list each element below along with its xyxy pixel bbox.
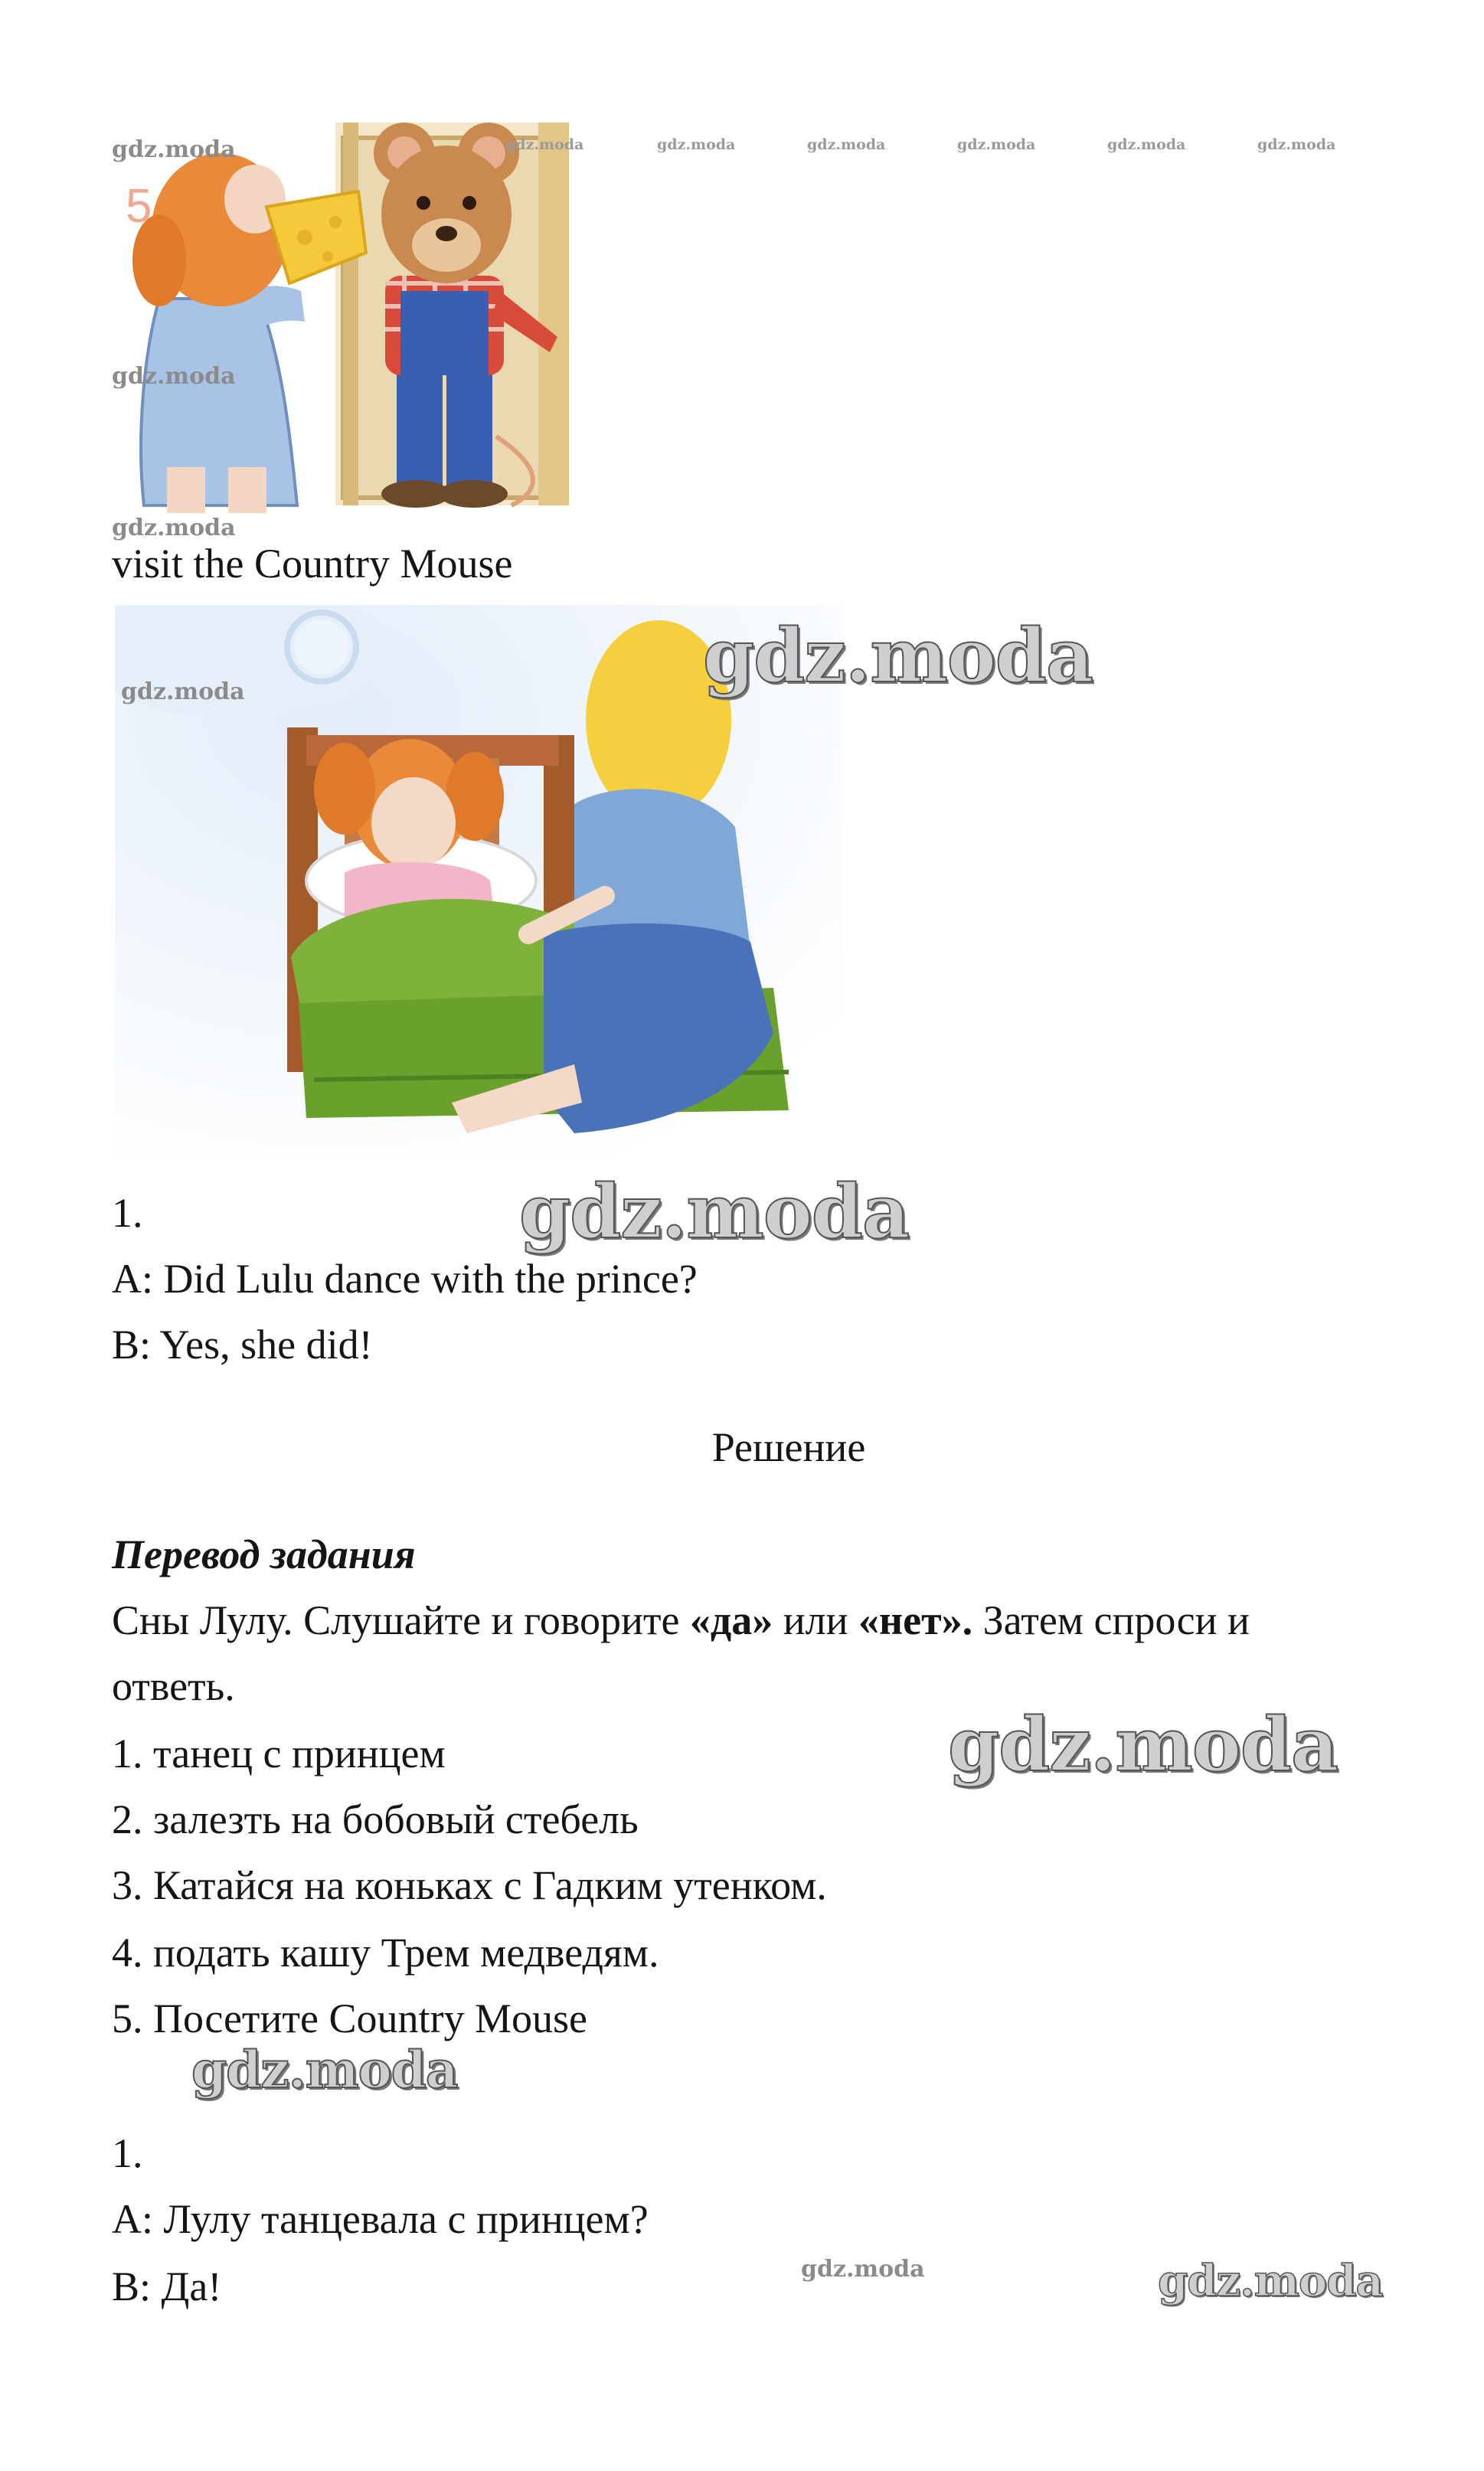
russian-dialogue-answer: B: Да! — [112, 2263, 222, 2309]
yes-word: «да» — [689, 1597, 773, 1643]
watermark-small: gdz.moda — [112, 136, 236, 163]
watermark-small: gdz.moda — [112, 515, 236, 541]
watermark-medium: gdz.moda — [191, 2040, 458, 2100]
panel-number: 5 — [126, 180, 152, 233]
watermark-tiny: gdz.moda — [1107, 136, 1186, 153]
country-mouse-picture — [113, 107, 573, 521]
watermark-large: gdz.moda — [519, 1168, 910, 1255]
watermark-medium: gdz.moda — [1158, 2256, 1383, 2306]
intro-part-3: Затем спроси и — [972, 1597, 1250, 1643]
intro-part-1: Сны Лулу. Слушайте и говорите — [112, 1597, 690, 1643]
no-word: «нет». — [858, 1597, 973, 1643]
dialogue-answer: B: Yes, she did! — [112, 1322, 373, 1368]
translation-item: 1. танец с принцем — [112, 1731, 446, 1776]
dialogue-question: A: Did Lulu dance with the prince? — [112, 1256, 698, 1302]
dialogue-number: 1. — [112, 1190, 143, 1236]
illustration-country-mouse — [113, 107, 573, 521]
translation-intro-line-2: ответь. — [112, 1663, 235, 1709]
translation-item: 5. Посетите Country Mouse — [112, 1995, 587, 2041]
watermark-small: gdz.moda — [801, 2256, 925, 2283]
translation-intro — [112, 1596, 1250, 1646]
watermark-large: gdz.moda — [703, 613, 1093, 699]
watermark-tiny: gdz.moda — [1257, 136, 1336, 153]
watermark-small: gdz.moda — [121, 678, 245, 705]
watermark-tiny: gdz.moda — [505, 136, 584, 153]
translation-item: 3. Катайся на коньках с Гадким утенком. — [112, 1862, 827, 1908]
russian-dialogue-question: A: Лулу танцевала с принцем? — [112, 2196, 649, 2242]
watermark-tiny: gdz.moda — [807, 136, 886, 153]
watermark-large: gdz.moda — [948, 1701, 1339, 1788]
watermark-small: gdz.moda — [112, 363, 236, 390]
translation-heading: Перевод задания — [112, 1531, 416, 1577]
intro-part-2: или — [773, 1597, 858, 1643]
watermark-tiny: gdz.moda — [657, 136, 736, 153]
translation-item: 4. подать кашу Трем медведям. — [112, 1930, 659, 1976]
russian-dialogue-number: 1. — [112, 2130, 143, 2176]
caption-visit-country-mouse: visit the Country Mouse — [112, 541, 513, 587]
watermark-tiny: gdz.moda — [957, 136, 1036, 153]
translation-item: 2. залезть на бобовый стебель — [112, 1796, 639, 1842]
solution-heading: Решение — [711, 1424, 866, 1470]
